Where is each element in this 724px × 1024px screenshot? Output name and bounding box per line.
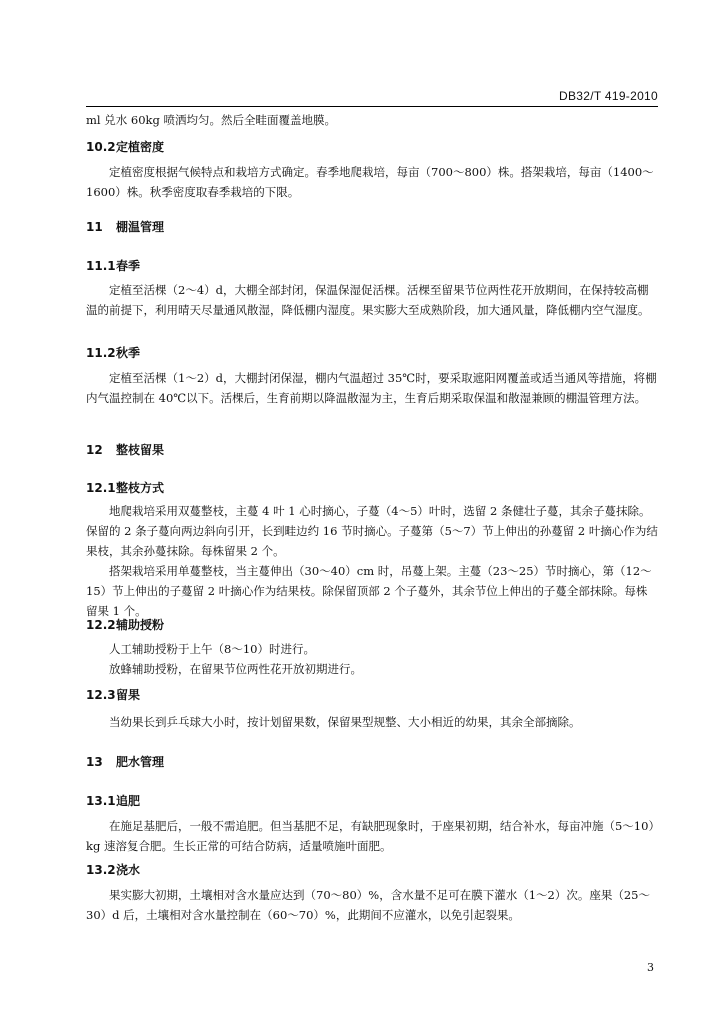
section-number: 12.2	[86, 618, 116, 632]
section-12-3-body	[86, 712, 658, 732]
paragraph: 放蜂辅助授粉，在留果节位两性花开放初期进行。	[109, 662, 362, 676]
section-12-3-heading	[86, 686, 658, 704]
paragraph: 定植至活棵（2～4）d，大棚全部封闭，保温保湿促活棵。活棵至留果节位两性花开放期间，在保持较高棚温的前提下，利用晴天尽量通风散湿，降低棚内湿度。果实膨大至成熟阶段，加大通风量，降低棚内空气湿度。	[86, 283, 650, 317]
section-11-1-body	[86, 280, 658, 320]
section-12-2-body	[86, 639, 658, 679]
section-11-heading	[86, 218, 658, 236]
section-number: 10.2	[86, 140, 116, 154]
section-11-1-heading	[86, 257, 658, 275]
section-heading	[86, 753, 658, 771]
paragraph: 果实膨大初期，土壤相对含水量应达到（70～80）%，含水量不足可在膜下灌水（1～2）次。座果（25～30）d 后，土壤相对含水量控制在（60～70）%，此期间不应灌水，以免引起裂果。	[86, 888, 650, 922]
section-number: 13.2	[86, 863, 116, 877]
section-heading	[86, 138, 658, 156]
paragraph: 搭架栽培采用单蔓整枝，当主蔓伸出（30～40）cm 时，吊蔓上架。主蔓（23～25）节时摘心，第（12～15）节上伸出的子蔓留 2 叶摘心作为结果枝。除保留顶部 2 个子蔓外，其余节位上伸出的子蔓全部抹除。每株留果 1 个。	[86, 564, 652, 618]
paragraph: 当幼果长到乒乓球大小时，按计划留果数，保留果型规整、大小相近的幼果，其余全部摘除。	[109, 715, 581, 729]
paragraph: 定植密度根据气候特点和栽培方式确定。春季地爬栽培，每亩（700～800）株。搭架栽培，每亩（1400～1600）株。秋季密度取春季栽培的下限。	[86, 165, 654, 199]
section-13-1-body	[86, 816, 658, 856]
section-heading	[86, 257, 658, 275]
section-title: 秋季	[116, 346, 141, 360]
section-10-2-heading	[86, 138, 658, 156]
section-number: 12.3	[86, 688, 116, 702]
section-heading	[86, 616, 658, 634]
section-title: 整枝留果	[116, 443, 165, 457]
section-number: 12.1	[86, 481, 116, 495]
paragraph: ml 兑水 60kg 喷洒均匀。然后全畦面覆盖地膜。	[86, 113, 337, 127]
paragraph: 定植至活棵（1～2）d，大棚封闭保湿，棚内气温超过 35℃时，要采取遮阳网覆盖或适当通风等措施，将棚内气温控制在 40℃以下。活棵后，生育前期以降温散湿为主，生育后期采取保温和散湿兼顾的棚温管理方法。	[86, 371, 657, 405]
section-heading	[86, 686, 658, 704]
header-rule	[86, 106, 658, 107]
section-number: 11	[86, 220, 103, 234]
section-12-2-heading	[86, 616, 658, 634]
section-10-2-body	[86, 162, 658, 202]
page-number: 3	[647, 961, 654, 974]
section-12-1-body	[86, 501, 658, 621]
section-title: 定植密度	[116, 140, 165, 154]
section-heading	[86, 792, 658, 810]
intro-line	[86, 110, 658, 130]
section-13-heading	[86, 753, 658, 771]
section-number: 11.1	[86, 259, 116, 273]
section-title: 肥水管理	[116, 755, 165, 769]
section-heading	[86, 441, 658, 459]
section-heading	[86, 344, 658, 362]
section-heading	[86, 479, 658, 497]
section-heading	[86, 218, 658, 236]
section-title: 棚温管理	[116, 220, 165, 234]
section-13-2-heading	[86, 861, 658, 879]
section-heading	[86, 861, 658, 879]
section-number: 13.1	[86, 794, 116, 808]
section-title: 整枝方式	[116, 481, 165, 495]
section-11-2-body	[86, 368, 658, 408]
section-12-1-heading	[86, 479, 658, 497]
section-number: 13	[86, 755, 103, 769]
section-title: 辅助授粉	[116, 618, 165, 632]
section-title: 留果	[116, 688, 141, 702]
paragraph: 人工辅助授粉于上午（8～10）时进行。	[109, 642, 315, 656]
section-number: 11.2	[86, 346, 116, 360]
section-title: 春季	[116, 259, 141, 273]
section-title: 追肥	[116, 794, 141, 808]
section-13-1-heading	[86, 792, 658, 810]
section-title: 浇水	[116, 863, 141, 877]
paragraph: 在施足基肥后，一般不需追肥。但当基肥不足，有缺肥现象时，于座果初期，结合补水，每亩冲施（5～10）kg 速溶复合肥。生长正常的可结合防病，适量喷施叶面肥。	[86, 819, 655, 853]
paragraph: 地爬栽培采用双蔓整枝，主蔓 4 叶 1 心时摘心，子蔓（4～5）叶时，选留 2 条健壮子蔓，其余子蔓抹除。保留的 2 条子蔓向两边斜向引开，长到畦边约 16 节时摘心。子蔓第（5～7）节上伸出的孙蔓留 2 叶摘心作为结果枝，其余孙蔓抹除。每株留果 2 个。	[86, 504, 658, 558]
section-12-heading	[86, 441, 658, 459]
section-number: 12	[86, 443, 103, 457]
document-code: DB32/T 419-2010	[558, 89, 658, 103]
section-13-2-body	[86, 885, 658, 925]
section-11-2-heading	[86, 344, 658, 362]
